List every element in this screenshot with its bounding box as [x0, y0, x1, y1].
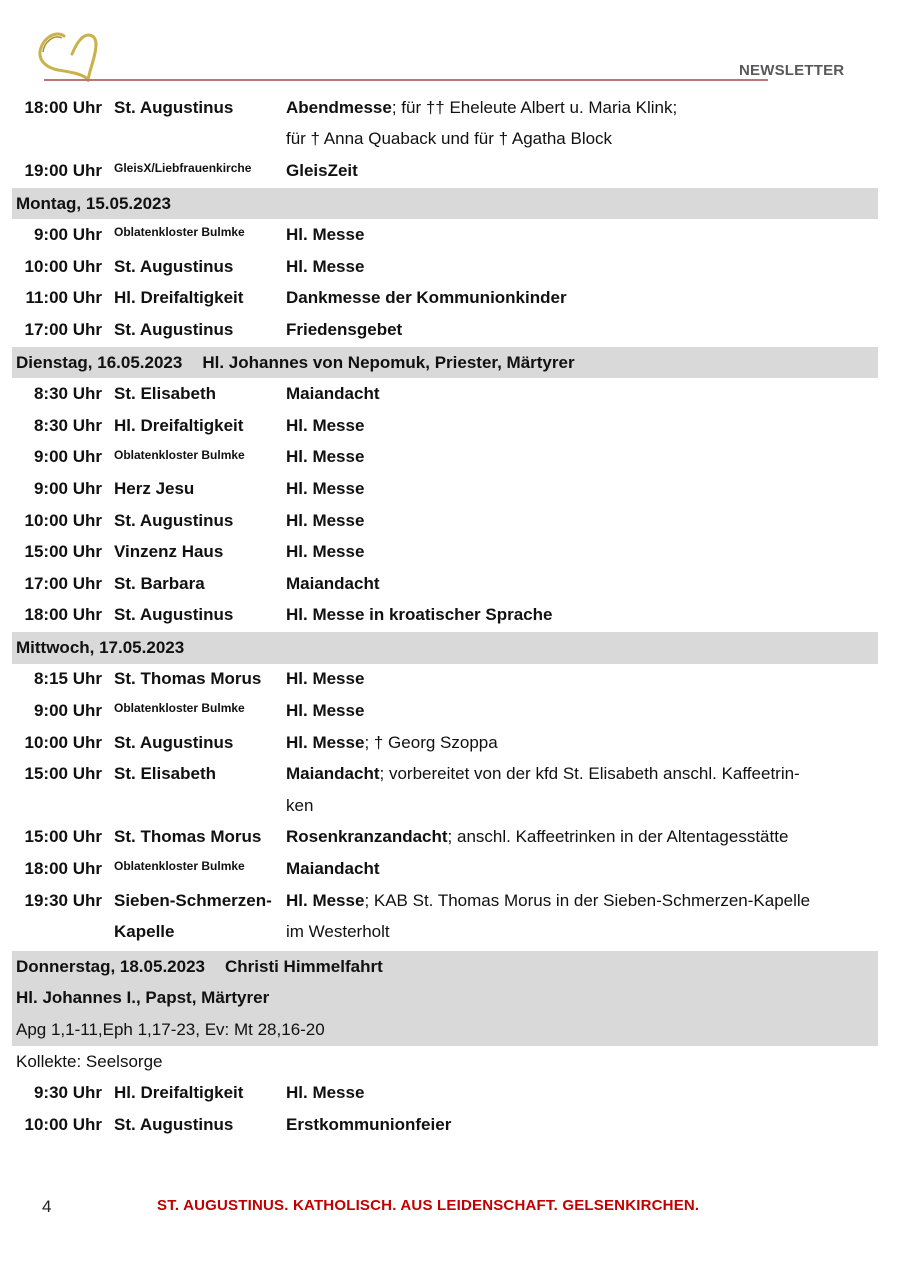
event-location: St. Augustinus	[114, 1114, 234, 1134]
event-row	[12, 664, 878, 696]
event-note: ken	[286, 795, 314, 815]
event-description	[286, 447, 878, 467]
event-time: 15:00 Uhr	[24, 542, 102, 562]
event-time: 10:00 Uhr	[24, 1114, 102, 1134]
event-note: ; vorbereitet von der kfd St. Elisabeth anschl. Kaffeetrin-	[379, 764, 800, 784]
day-header	[12, 188, 878, 220]
event-row-continuation	[12, 124, 878, 156]
footer-slogan: ST. AUGUSTINUS. KATHOLISCH. AUS LEIDENSCHAFT. GELSENKIRCHEN.	[157, 1197, 700, 1214]
event-row	[12, 568, 878, 600]
event-row	[12, 1109, 878, 1141]
event-title: GleisZeit	[286, 160, 358, 180]
day-saint: Hl. Johannes I., Papst, Märtyrer	[16, 988, 270, 1008]
event-row	[12, 92, 878, 124]
event-time: 10:00 Uhr	[24, 732, 102, 752]
day-readings	[12, 1014, 878, 1046]
event-row	[12, 410, 878, 442]
event-title: Dankmesse der Kommunionkinder	[286, 288, 567, 308]
event-location: St. Augustinus	[114, 605, 234, 625]
event-description	[286, 479, 878, 499]
event-title: Hl. Messe	[286, 701, 365, 721]
event-location: St. Augustinus	[114, 256, 234, 276]
event-time: 18:00 Uhr	[24, 859, 102, 879]
event-row	[12, 758, 878, 790]
event-title: Maiandacht	[286, 573, 380, 593]
event-row	[12, 1077, 878, 1109]
event-row-continuation	[12, 790, 878, 822]
event-location: St. Augustinus	[114, 510, 234, 530]
event-time: 15:00 Uhr	[24, 764, 102, 784]
event-title: Hl. Messe	[286, 890, 365, 910]
golden-heart-icon	[34, 28, 104, 82]
event-title: Maiandacht	[286, 384, 380, 404]
event-location: St. Elisabeth	[114, 764, 217, 784]
event-title: Erstkommunionfeier	[286, 1114, 452, 1134]
event-description	[286, 764, 878, 784]
event-description	[286, 225, 878, 245]
event-time: 9:00 Uhr	[33, 225, 102, 245]
event-location: Kapelle	[114, 922, 175, 942]
schedule	[12, 92, 878, 1141]
event-description	[286, 511, 878, 531]
event-time: 18:00 Uhr	[24, 97, 102, 117]
event-location: St. Thomas Morus	[114, 669, 262, 689]
event-row	[12, 251, 878, 283]
event-location: Herz Jesu	[114, 478, 195, 498]
event-location: Sieben-Schmerzen-	[114, 890, 272, 910]
event-time: 10:00 Uhr	[24, 256, 102, 276]
event-location: Oblatenkloster Bulmke	[114, 859, 245, 874]
event-time: 18:00 Uhr	[24, 605, 102, 625]
event-title: Hl. Messe	[286, 510, 365, 530]
event-description	[286, 1083, 878, 1103]
event-time: 8:30 Uhr	[33, 384, 102, 404]
event-description	[286, 859, 878, 879]
event-row	[12, 442, 878, 474]
event-time: 9:00 Uhr	[33, 701, 102, 721]
event-time: 9:00 Uhr	[33, 447, 102, 467]
day-date: Dienstag, 16.05.2023	[16, 352, 183, 372]
event-row	[12, 155, 878, 187]
event-description	[286, 288, 878, 308]
event-description	[286, 574, 878, 594]
event-row	[12, 536, 878, 568]
event-time: 15:00 Uhr	[24, 827, 102, 847]
event-description	[286, 701, 878, 721]
page-number: 4	[42, 1197, 52, 1216]
event-title: Maiandacht	[286, 764, 380, 784]
event-title: Hl. Messe	[286, 225, 365, 245]
event-description	[286, 827, 878, 847]
event-time: 17:00 Uhr	[24, 319, 102, 339]
event-title: Rosenkranzandacht	[286, 827, 448, 847]
event-location: St. Augustinus	[114, 319, 234, 339]
event-title: Hl. Messe	[286, 447, 365, 467]
event-time: 9:00 Uhr	[33, 478, 102, 498]
day-date: Mittwoch, 17.05.2023	[16, 637, 185, 657]
event-location: Hl. Dreifaltigkeit	[114, 288, 244, 308]
event-time: 10:00 Uhr	[24, 510, 102, 530]
day-date: Donnerstag, 18.05.2023	[16, 956, 205, 976]
event-location: St. Augustinus	[114, 97, 234, 117]
event-location: Oblatenkloster Bulmke	[114, 701, 245, 716]
event-description	[286, 161, 878, 181]
event-title: Hl. Messe	[286, 1083, 365, 1103]
event-description	[286, 98, 878, 118]
event-description	[286, 416, 878, 436]
event-row	[12, 727, 878, 759]
event-description	[286, 542, 878, 562]
event-note: ; † Georg Szoppa	[364, 732, 498, 752]
day-feast-line	[12, 983, 878, 1015]
event-time: 8:15 Uhr	[33, 669, 102, 689]
event-description	[286, 257, 878, 277]
event-row	[12, 695, 878, 727]
event-location: Oblatenkloster Bulmke	[114, 447, 245, 462]
day-feast: Christi Himmelfahrt	[224, 956, 383, 976]
event-row	[12, 283, 878, 315]
event-note: ; KAB St. Thomas Morus in der Sieben-Schmerzen-Kapelle	[364, 890, 811, 910]
event-location: Vinzenz Haus	[114, 542, 224, 562]
event-row	[12, 505, 878, 537]
event-location: Hl. Dreifaltigkeit	[114, 1083, 244, 1103]
event-note: ; für †† Eheleute Albert u. Maria Klink;	[391, 97, 678, 117]
header-divider	[44, 79, 768, 81]
event-time: 17:00 Uhr	[24, 573, 102, 593]
event-note: für † Anna Quaback und für † Agatha Block	[286, 129, 613, 149]
event-title: Abendmesse	[286, 97, 392, 117]
event-description	[286, 320, 878, 340]
event-title: Friedensgebet	[286, 319, 403, 339]
event-title: Hl. Messe	[286, 478, 365, 498]
event-row-continuation	[12, 916, 878, 948]
event-time: 19:00 Uhr	[24, 160, 102, 180]
event-location: St. Elisabeth	[114, 384, 217, 404]
event-row	[12, 314, 878, 346]
event-location: Hl. Dreifaltigkeit	[114, 415, 244, 435]
event-location: Oblatenkloster Bulmke	[114, 225, 245, 240]
event-row	[12, 853, 878, 885]
event-row	[12, 600, 878, 632]
event-description	[286, 891, 878, 911]
day-readings-text: Apg 1,1-11,Eph 1,17-23, Ev: Mt 28,16-20	[16, 1020, 325, 1040]
event-row	[12, 219, 878, 251]
event-description	[286, 669, 878, 689]
event-time: 9:30 Uhr	[33, 1083, 102, 1103]
event-title: Hl. Messe	[286, 732, 365, 752]
event-location: St. Barbara	[114, 573, 205, 593]
event-title: Hl. Messe in kroatischer Sprache	[286, 605, 553, 625]
day-header	[12, 347, 878, 379]
event-row	[12, 378, 878, 410]
day-header	[12, 951, 878, 983]
event-title: Hl. Messe	[286, 669, 365, 689]
event-note: ; anschl. Kaffeetrinken in der Altentagesstätte	[447, 827, 789, 847]
day-date: Montag, 15.05.2023	[16, 193, 171, 213]
event-description	[286, 384, 878, 404]
event-time: 19:30 Uhr	[24, 890, 102, 910]
event-time: 8:30 Uhr	[33, 415, 102, 435]
kollekte: Kollekte: Seelsorge	[16, 1051, 163, 1071]
event-description	[286, 605, 878, 625]
newsletter-title: NEWSLETTER	[739, 62, 845, 79]
event-title: Maiandacht	[286, 859, 380, 879]
event-time: 11:00 Uhr	[25, 288, 102, 308]
event-title: Hl. Messe	[286, 415, 365, 435]
event-row	[12, 473, 878, 505]
event-location: St. Thomas Morus	[114, 827, 262, 847]
event-description	[286, 1115, 878, 1135]
day-header	[12, 632, 878, 664]
event-title: Hl. Messe	[286, 256, 365, 276]
event-note: im Westerholt	[286, 922, 390, 942]
event-description	[286, 733, 878, 753]
event-location: St. Augustinus	[114, 732, 234, 752]
event-location: GleisX/Liebfrauenkirche	[114, 161, 252, 176]
event-row	[12, 822, 878, 854]
event-row	[12, 885, 878, 917]
event-title: Hl. Messe	[286, 542, 365, 562]
day-feast: Hl. Johannes von Nepomuk, Priester, Märtyrer	[202, 352, 575, 372]
